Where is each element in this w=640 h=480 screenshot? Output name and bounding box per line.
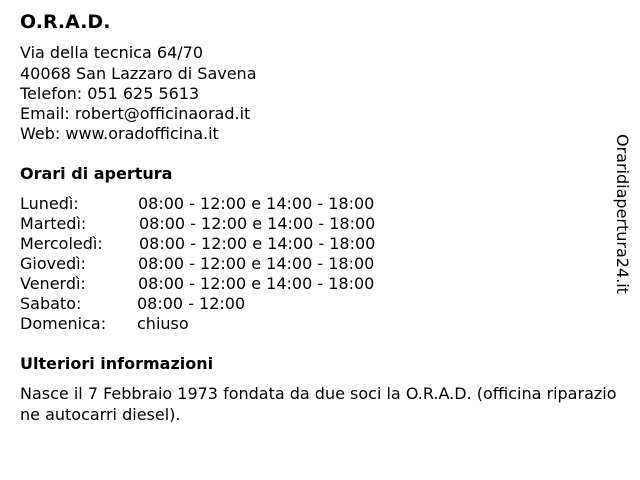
hours-row-wednesday (20, 234, 620, 254)
more-info-text: Nasce il 7 Febbraio 1973 fondata da due soci la O.R.A.D. (officina riparazione autocarri diesel). (20, 384, 617, 424)
email-address[interactable]: Email: robert@officinaorad.it (20, 104, 251, 123)
address-city: 40068 San Lazzaro di Savena (20, 64, 257, 83)
hours-day: Domenica: (20, 314, 107, 333)
hours-time: 08:00 - 12:00 e 14:00 - 18:00 (139, 234, 376, 253)
hours-row-monday (20, 194, 620, 214)
hours-row-sunday (20, 314, 620, 334)
phone-number[interactable]: Telefon: 051 625 5613 (20, 84, 200, 103)
hours-day: Giovedì: (20, 254, 86, 273)
hours-day: Sabato: (20, 294, 82, 313)
more-info-heading: Ulteriori informazioni (20, 354, 214, 373)
hours-row-friday (20, 274, 620, 294)
hours-day: Mercoledì: (20, 234, 103, 253)
site-brand-watermark[interactable]: Oraridiapertura24.it (613, 134, 632, 294)
hours-time: 08:00 - 12:00 e 14:00 - 18:00 (139, 214, 376, 233)
hours-time: 08:00 - 12:00 (137, 294, 246, 313)
hours-row-saturday (20, 294, 620, 314)
hours-time: 08:00 - 12:00 e 14:00 - 18:00 (138, 254, 375, 273)
opening-hours-heading: Orari di apertura (20, 164, 173, 183)
hours-time: 08:00 - 12:00 e 14:00 - 18:00 (138, 274, 375, 293)
business-name: O.R.A.D. (20, 11, 111, 33)
website-link[interactable]: Web: www.oradofficina.it (20, 124, 219, 143)
hours-row-thursday (20, 254, 620, 274)
hours-time: chiuso (137, 314, 189, 333)
hours-day: Lunedì: (20, 194, 79, 213)
hours-row-tuesday (20, 214, 620, 234)
hours-time: 08:00 - 12:00 e 14:00 - 18:00 (138, 194, 375, 213)
address-street: Via della tecnica 64/70 (20, 43, 204, 62)
hours-day: Martedì: (20, 214, 87, 233)
hours-day: Venerdì: (20, 274, 86, 293)
